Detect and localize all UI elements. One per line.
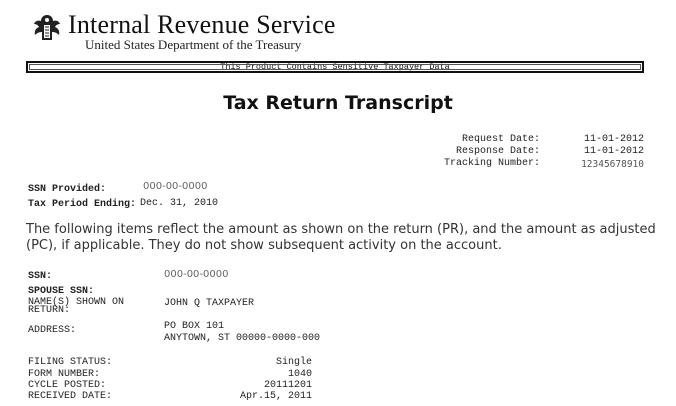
address-line2: ANYTOWN, ST 00000-0000-000: [164, 333, 321, 344]
ssn-value: 000-00-0000: [164, 269, 229, 280]
received-date-value: Apr.15, 2011: [239, 391, 312, 402]
sensitive-data-banner: This Product Contains Sensitive Taxpayer Data: [26, 61, 644, 73]
irs-eagle-logo-icon: [30, 12, 64, 44]
tracking-number-value: 12345678910: [581, 159, 644, 170]
name-label-line2: RETURN:: [28, 305, 71, 316]
response-date-value: 11-01-2012: [583, 146, 644, 157]
ssn-provided-label: SSN Provided:: [28, 184, 107, 195]
request-date-label: Request Date:: [461, 134, 540, 145]
form-number-value: 1040: [287, 369, 312, 380]
name-value: JOHN Q TAXPAYER: [164, 298, 255, 309]
tracking-number-label: Tracking Number:: [443, 158, 540, 169]
address-line1: PO BOX 101: [164, 321, 225, 332]
cycle-posted-label: CYCLE POSTED:: [28, 380, 107, 391]
form-number-label: FORM NUMBER:: [28, 369, 101, 380]
page-title: Tax Return Transcript: [223, 92, 453, 114]
intro-paragraph: The following items reflect the amount as shown on the return (PR), and the amount as adjusted (PC), if applicable. They do not show subsequent activity on the account.: [26, 222, 656, 253]
ssn-provided-value: 000-00-0000: [143, 181, 208, 192]
agency-subtitle: United States Department of the Treasury: [85, 37, 302, 52]
filing-status-value: Single: [275, 357, 312, 368]
spouse-ssn-label: SPOUSE SSN:: [28, 286, 95, 297]
response-date-label: Response Date:: [455, 146, 540, 157]
name-label-line1: NAME(S) SHOWN ON: [28, 297, 125, 308]
tax-period-value: Dec. 31, 2010: [140, 198, 219, 209]
agency-name: Internal Revenue Service: [68, 10, 336, 39]
address-label: ADDRESS:: [28, 325, 77, 336]
received-date-label: RECEIVED DATE:: [28, 391, 113, 402]
tax-period-label: Tax Period Ending:: [28, 199, 137, 210]
cycle-posted-value: 20111201: [263, 380, 312, 391]
filing-status-label: FILING STATUS:: [28, 357, 113, 368]
ssn-label: SSN:: [28, 271, 53, 282]
request-date-value: 11-01-2012: [583, 134, 644, 145]
